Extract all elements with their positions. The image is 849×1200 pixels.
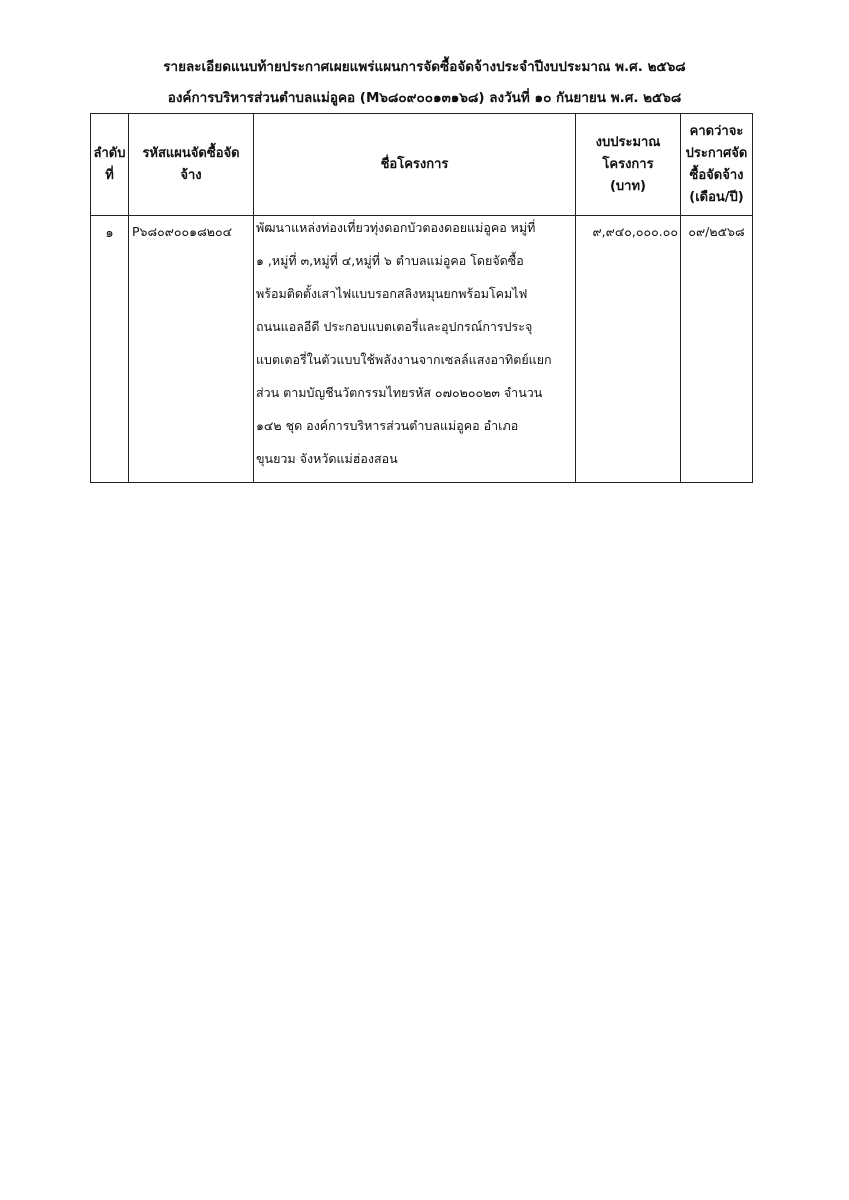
header-month-line: (เดือน/ปี)	[689, 189, 744, 205]
project-name-line: แบตเตอรี่ในตัวแบบใช้พลังงานจากเซลล์แสงอาทิตย์แยก	[256, 352, 552, 367]
header-budget-line: โครงการ	[602, 156, 654, 172]
procurement-plan-table	[90, 113, 753, 483]
header-month-line: คาดว่าจะ	[689, 123, 744, 139]
table-row	[91, 216, 753, 483]
expected-month: ๐๙/๒๕๖๘	[681, 216, 753, 483]
header-no-line: ลำดับ	[93, 145, 126, 161]
table-header-row	[91, 114, 753, 216]
header-code-line: รหัสแผนจัดซื้อจัด	[142, 145, 240, 161]
plan-code: P๖๘๐๙๐๐๑๘๒๐๔	[129, 216, 254, 483]
project-name-line: ๑ ,หมู่ที่ ๓,หมู่ที่ ๔,หมู่ที่ ๖ ตำบลแม่อูคอ โดยจัดซื้อ	[256, 253, 524, 268]
project-name-line: พร้อมติดตั้งเสาไฟแบบรอกสลิงหมุนยกพร้อมโคมไฟ	[256, 286, 528, 301]
header-month-line: ซื้อจัดจ้าง	[689, 167, 744, 183]
header-plan-code	[129, 114, 254, 216]
header-code-line: จ้าง	[180, 167, 202, 183]
project-name-line: ๑๔๒ ชุด องค์การบริหารส่วนตำบลแม่อูคอ อำเภอ	[256, 418, 519, 433]
project-name-line: ส่วน ตามบัญชีนวัตกรรมไทยรหัส ๐๗๐๒๐๐๒๓ จำนวน	[256, 385, 543, 400]
header-budget	[576, 114, 681, 216]
project-name-line: ขุนยวม จังหวัดแม่ฮ่องสอน	[256, 451, 398, 466]
project-name-line: พัฒนาแหล่งท่องเที่ยวทุ่งดอกบัวตองดอยแม่อูคอ หมู่ที่	[256, 220, 536, 235]
header-expected-month	[681, 114, 753, 216]
row-number: ๑	[91, 216, 129, 483]
header-project-name	[254, 114, 576, 216]
header-no-line: ที่	[105, 167, 114, 183]
header-budget-line: (บาท)	[609, 178, 646, 194]
document-subtitle: องค์การบริหารส่วนตำบลแม่อูคอ (M๖๘๐๙๐๐๑๓๑๖๘) ลงวันที่ ๑๐ กันยายน พ.ศ. ๒๕๖๘	[167, 90, 682, 106]
project-name-line: ถนนแอลอีดี ประกอบแบตเตอรี่และอุปกรณ์การประจุ	[256, 319, 533, 334]
header-budget-line: งบประมาณ	[595, 134, 661, 150]
header-month-line: ประกาศจัด	[685, 145, 748, 161]
budget-amount: ๙,๙๔๐,๐๐๐.๐๐	[576, 216, 681, 483]
header-name-line: ชื่อโครงการ	[380, 156, 449, 172]
document-title: รายละเอียดแนบท้ายประกาศเผยแพร่แผนการจัดซื้อจัดจ้างประจำปีงบประมาณ พ.ศ. ๒๕๖๘	[163, 59, 686, 75]
header-no	[91, 114, 129, 216]
project-name	[254, 216, 576, 483]
